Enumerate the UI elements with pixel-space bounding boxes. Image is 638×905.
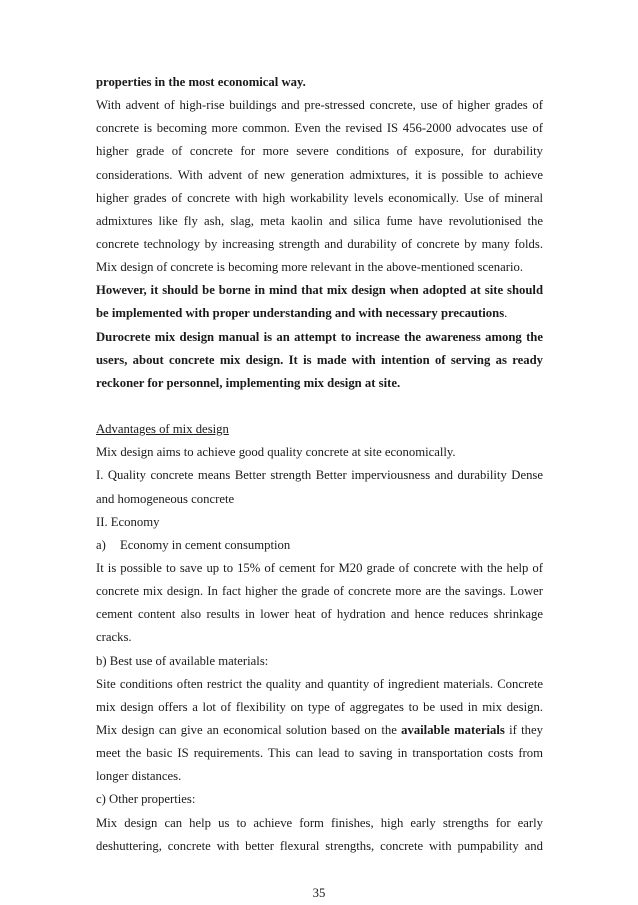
text-line [96,372,543,395]
line-text: properties in the most economical way. [96,75,306,89]
line-text: mix design offers a lot of flexibility on type of aggregates to be used in mix design. [96,699,543,714]
page-body [96,71,543,858]
line-text: c) Other properties: [96,792,196,807]
text-line [96,71,543,94]
text-line [96,233,543,256]
line-text: users, about concrete mix design. It is made with intention of serving as ready [96,352,543,367]
text-line [96,464,543,487]
line-text: be implemented with proper understanding and with necessary precautions [96,306,505,321]
text-line [96,117,543,140]
bold-segment: available materials [401,722,505,737]
text-line [96,812,543,835]
line-text: Site conditions often restrict the quality and quantity of ingredient materials. Concrete [96,676,543,691]
text-line [96,626,543,649]
text-line [96,210,543,233]
text-line [96,534,543,557]
line-text: concrete technology by increasing strength and durability of concrete by many folds. [96,236,543,251]
text-line [96,650,543,673]
line-text: With advent of high-rise buildings and pre-stressed concrete, use of higher grades of [96,98,543,113]
text-line [96,140,543,163]
text-line [96,788,543,811]
line-text: Mix design aims to achieve good quality concrete at site economically. [96,445,456,460]
line-text: admixtures like fly ash, slag, meta kaolin and silica fume have revolutionised the [96,213,543,228]
line-suffix: . [504,306,508,321]
section-heading [96,418,543,441]
line-text: meet the basic IS requirements. This can lead to saving in transportation costs from [96,746,543,761]
text-line [96,511,543,534]
line-text: considerations. With advent of new generation admixtures, it is possible to achieve [96,167,543,182]
text-line [96,164,543,187]
text-line [96,696,543,719]
line-text: Mix design can help us to achieve form finishes, high early strengths for early [96,815,543,830]
text-line [96,302,543,325]
line-text: cement content also results in lower heat of hydration and hence reduces shrinkage [96,607,543,622]
text-line [96,326,543,349]
text-line [96,187,543,210]
line-text: and homogeneous concrete [96,491,235,506]
list-item-text: Economy in cement consumption [120,537,291,552]
line-text: higher grades of concrete with high workability levels economically. Use of mineral [96,190,543,205]
line-text: It is possible to save up to 15% of cement for M20 grade of concrete with the help of [96,560,543,575]
text-segment: Mix design can give an economical solution based on the [96,722,402,737]
line-text: longer distances. [96,769,182,784]
line-text: deshuttering, concrete with better flexural strengths, concrete with pumpability and [96,838,543,853]
blank-line [96,395,543,418]
page-number: 35 [312,886,326,900]
line-text: higher grade of concrete for more severe conditions of exposure, for durability [96,144,543,159]
text-line [96,441,543,464]
line-text: II. Economy [96,514,160,529]
text-line [96,349,543,372]
line-text: Advantages of mix design [96,422,229,437]
line-text: Durocrete mix design manual is an attempt to increase the awareness among the [96,329,543,344]
line-text: However, it should be borne in mind that mix design when adopted at site should [96,283,543,298]
line-text: b) Best use of available materials: [96,653,269,668]
text-segment: if they [504,722,543,737]
text-line [96,673,543,696]
line-text: concrete mix design. In fact higher the grade of concrete more are the savings. Lower [96,584,543,599]
text-line [96,835,543,858]
text-line [96,765,543,788]
text-line [96,742,543,765]
text-line [96,94,543,117]
text-line [96,580,543,603]
text-line [96,279,543,302]
list-marker: a) [96,537,106,552]
text-line [96,557,543,580]
line-text: reckoner for personnel, implementing mix design at site. [96,375,401,390]
text-line [96,488,543,511]
line-text: Mix design of concrete is becoming more relevant in the above-mentioned scenario. [96,260,524,275]
text-line [96,603,543,626]
text-line [96,719,543,742]
line-text: concrete is becoming more common. Even the revised IS 456-2000 advocates use of [96,121,543,136]
text-line [96,256,543,279]
line-text: I. Quality concrete means Better strength Better imperviousness and durability Dense [96,468,543,483]
line-text: cracks. [96,630,132,645]
